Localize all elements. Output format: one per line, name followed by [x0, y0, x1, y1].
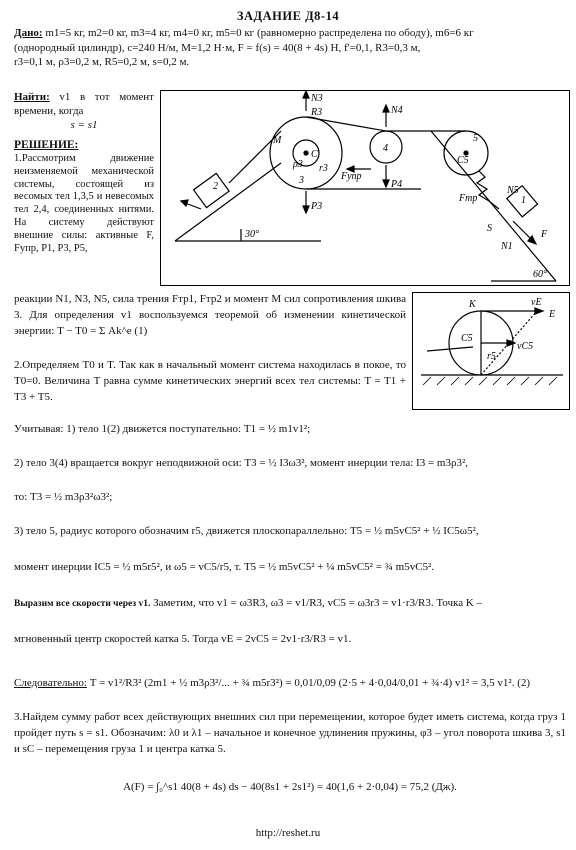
fig1-label-P4: P4	[391, 179, 403, 190]
fig1-label-r3: r3	[319, 163, 328, 174]
paragraph-velocities	[14, 596, 566, 612]
fig1-label-1: 1	[521, 195, 526, 206]
paragraph-body-3-energy: то: T3 = ½ m3ρ3²ω3²;	[14, 491, 113, 503]
fig1-label-M: M	[273, 135, 282, 146]
roller-velocity-figure	[412, 292, 570, 410]
paragraph-body-3: 2) тело 3(4) вращается вокруг неподвижной оси: T3 = ½ I3ω3², момент инерции тела: I3 = m3ρ3²,	[14, 457, 468, 469]
paragraph-body-5: 3) тело 5, радиус которого обозначим r5, движется плоскопараллельно: T5 = ½ m5vC5² + ½ IC5ω5²,	[14, 525, 479, 537]
fig1-label-60deg: 60°	[533, 269, 547, 280]
solution-label: РЕШЕНИЕ:	[14, 139, 79, 151]
velocities-lead: Выразим все скорости через v1.	[14, 599, 151, 609]
fig1-label-F: F	[541, 229, 548, 240]
fig1-label-S: S	[487, 223, 492, 234]
page-title: ЗАДАНИЕ Д8-14	[236, 9, 340, 23]
mechanism-figure	[160, 90, 570, 286]
fig1-label-C: C	[311, 149, 318, 160]
fig1-label-N3: N3	[311, 93, 323, 104]
fig1-label-5: 5	[473, 133, 478, 144]
paragraph-body-1: Учитывая: 1) тело 1(2) движется поступательно: T1 = ½ m1v1²;	[14, 423, 311, 435]
fig1-label-Ftr: Fтр	[459, 193, 478, 204]
velocities-text: Заметим, что v1 = ω3R3, ω3 = v1/R3, vC5 = ω3r3 = v1·r3/R3. Точка K –	[150, 597, 483, 609]
fig1-label-3: 3	[299, 175, 304, 186]
consequently-label: Следовательно:	[14, 677, 87, 689]
fig1-label-30deg: 30°	[245, 229, 259, 240]
find-label: Найти:	[14, 91, 50, 103]
fig1-label-Fupr: Fупр	[341, 171, 362, 182]
fig2-label-vC5: vC5	[517, 341, 534, 352]
fig1-label-2: 2	[213, 181, 218, 192]
paragraph-work: 3.Найдем сумму работ всех действующих внешних сил при перемещении, которое будет иметь система, когда груз 1 пройдет путь s = s1. Обозначим: λ0 и λ1 – начальное и конечное удлинения пружины, φ3 – угол поворота шкива 3, s1 и sC – перемещения груза 1 и центра катка 5.	[14, 711, 566, 755]
paragraph-work-formula: A(F) = ∫₀^s1 40(8 + 4s) ds − 40(8s1 + 2s1²) = 40(1,6 + 2·0,04) = 75,2 (Дж).	[123, 781, 457, 793]
given-block	[14, 26, 566, 70]
paragraph-body-5-inertia: момент инерции IC5 = ½ m5r5², и ω5 = vC5/r5, т. T5 = ½ m5vC5² + ¼ m5vC5² = ¾ m5vC5².	[14, 561, 435, 573]
fig1-label-N5: N5	[507, 185, 519, 196]
paragraph-instant-center: мгновенный центр скоростей катка 5. Тогда vE = 2vC5 = 2v1·r3/R3 = v1.	[14, 633, 352, 645]
fig2-label-K: K	[469, 299, 476, 310]
paragraph-total-energy	[14, 676, 566, 692]
given-label: Дано:	[14, 27, 43, 39]
fig1-label-R3: R3	[311, 107, 323, 118]
given-line-1: m1=5 кг, m2=0 кг, m3=4 кг, m4=0 кг, m5=0 кг (равномерно распределена по ободу), m6=6 кг	[45, 27, 474, 39]
fig2-label-r5: r5	[487, 351, 496, 362]
fig1-label-C5: C5	[457, 155, 469, 166]
fig2-label-vE: vE	[531, 297, 542, 308]
mechanism-diagram	[161, 91, 568, 284]
find-text: v1 в тот момент времени, когда	[14, 91, 154, 118]
fig1-label-N1: N1	[501, 241, 513, 252]
fig1-label-rho3: ρ3	[293, 159, 303, 170]
fig2-label-C5: C5	[461, 333, 473, 344]
footer-url: http://reshet.ru	[255, 827, 321, 839]
solution-intro: 1.Рассмотрим движение неизменяемой механической системы, состоящей из весомых тел 1,3,5 и невесомых тел 2,4, соединенных нитями. На систему действуют внешние силы: активные F, Fупр, P1, P3, P5,	[14, 153, 154, 254]
fig1-label-N4: N4	[391, 105, 403, 116]
fig2-label-E: E	[549, 309, 556, 320]
fig1-label-P3: P3	[311, 201, 323, 212]
paragraph-reactions: реакции N1, N3, N5, сила трения Fтр1, Fтр2 и момент M сил сопротивления шкива 3. Для определения v1 воспользуемся теоремой об изменении кинетической энергии: T − T0 = Σ Ak^e (1)	[14, 293, 406, 337]
fig1-label-4: 4	[383, 143, 388, 154]
total-energy-formula: T = v1²/R3² (2m1 + ½ m3ρ3²/... + ¾ m5r3²) = 0,01/0,09 (2·5 + 4·0,04/0,01 + ¾·4) v1² = 3,5 v1². (2)	[86, 677, 531, 689]
find-condition: s = s1	[70, 119, 98, 132]
paragraph-kinetic-energy: 2.Определяем T0 и T. Так как в начальный момент система находилась в покое, то T0=0. Величина T равна сумме кинетических энергий всех тел системы: T = T1 + T3 + T5.	[14, 359, 406, 403]
given-line-3: r3=0,1 м, ρ3=0,2 м, R5=0,2 м, s=0,2 м.	[14, 56, 190, 69]
find-block	[14, 90, 154, 132]
given-line-2: (однородный цилиндр), c=240 Н/м, M=1,2 Н·м, F = f(s) = 40(8 + 4s) Н, f'=0,1, R3=0,3 м,	[14, 41, 421, 54]
roller-diagram	[413, 293, 568, 408]
